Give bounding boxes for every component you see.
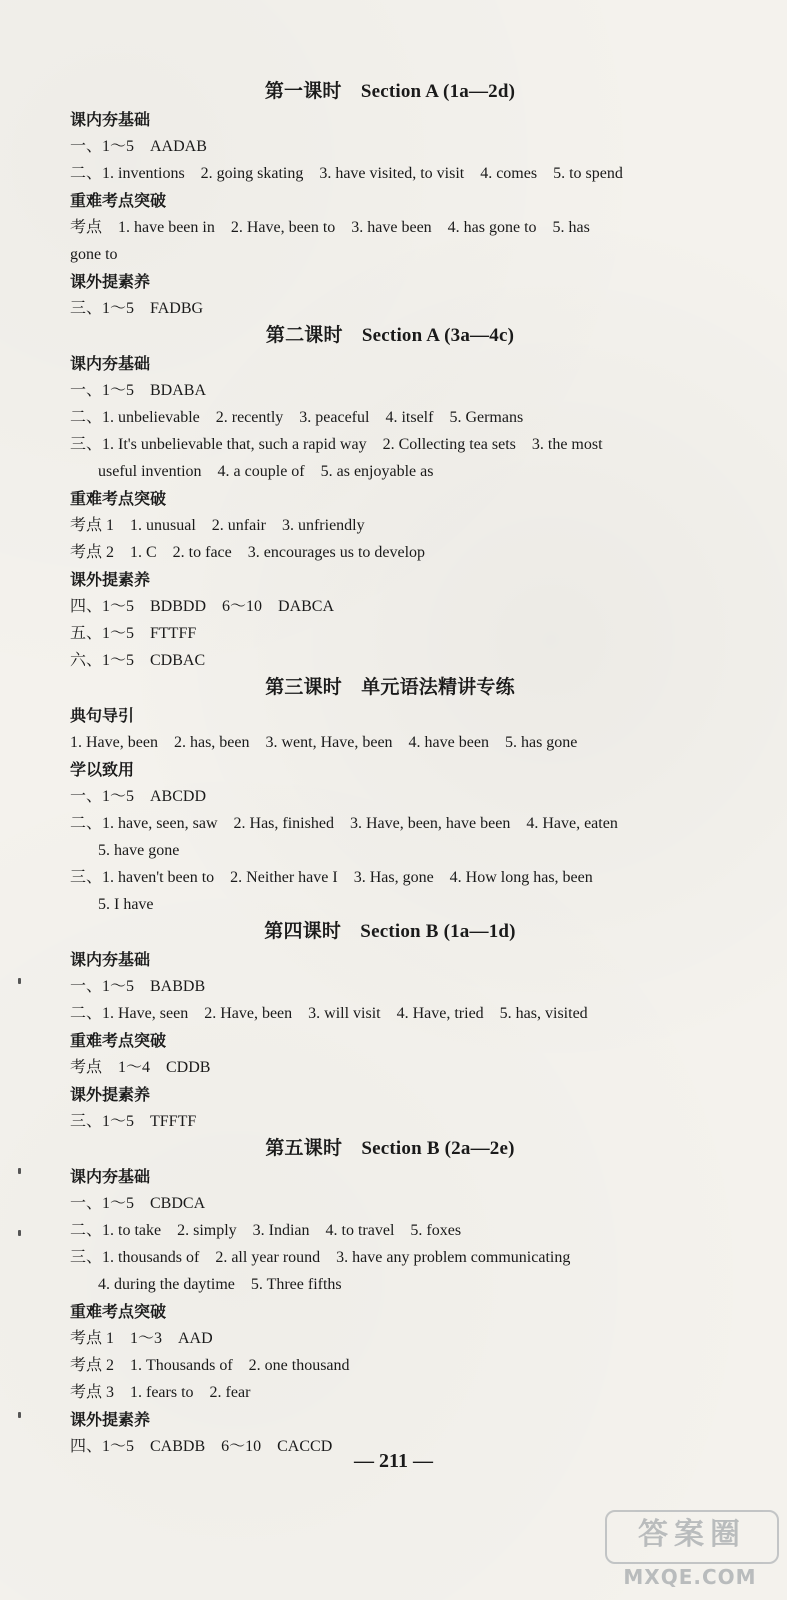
answer-line: gone to <box>70 246 118 263</box>
subsection-heading: 典句导引 <box>70 706 135 725</box>
subsection-heading: 课内夯基础 <box>70 110 151 129</box>
subsection-heading: 课内夯基础 <box>70 354 151 373</box>
subsection-heading: 重难考点突破 <box>70 191 167 210</box>
subsection-heading: 课外提素养 <box>70 1410 151 1429</box>
answer-content <box>70 78 710 1460</box>
section-title: 第二课时 Section A (3a—4c) <box>265 325 515 346</box>
answer-line: 三、1～5 TFFTF <box>70 1113 197 1130</box>
answer-line: 考点 2 1. Thousands of 2. one thousand <box>70 1357 350 1374</box>
answer-line: 1. Have, been 2. has, been 3. went, Have, been 4. have been 5. has gone <box>70 734 578 751</box>
subsection-heading: 重难考点突破 <box>70 1302 167 1321</box>
answer-line: 考点 1. have been in 2. Have, been to 3. have been 4. has gone to 5. has <box>70 219 590 236</box>
answer-line: 4. during the daytime 5. Three fifths <box>98 1276 342 1293</box>
margin-mark <box>18 1230 21 1236</box>
answer-line: 考点 1 1. unusual 2. unfair 3. unfriendly <box>70 517 365 534</box>
answer-line: 一、1～5 AADAB <box>70 138 207 155</box>
section-title: 第一课时 Section A (1a—2d) <box>264 81 516 102</box>
answer-line: 二、1. inventions 2. going skating 3. have visited, to visit 4. comes 5. to spend <box>70 165 623 182</box>
page-number: — 211 — <box>354 1450 433 1472</box>
subsection-heading: 课外提素养 <box>70 272 151 291</box>
answer-line: 二、1. unbelievable 2. recently 3. peaceful 4. itself 5. Germans <box>70 409 524 426</box>
answer-line: 五、1～5 FTTFF <box>70 625 197 642</box>
answer-line: useful invention 4. a couple of 5. as enjoyable as <box>98 463 434 480</box>
subsection-heading: 课外提素养 <box>70 570 151 589</box>
answer-line: 三、1. haven't been to 2. Neither have I 3. Has, gone 4. How long has, been <box>70 869 593 886</box>
answer-line: 三、1. It's unbelievable that, such a rapid way 2. Collecting tea sets 3. the most <box>70 436 603 453</box>
answer-line: 5. have gone <box>98 842 180 859</box>
section-title: 第四课时 Section B (1a—1d) <box>264 921 516 942</box>
answer-line: 5. I have <box>98 896 154 913</box>
subsection-heading: 课内夯基础 <box>70 1167 151 1186</box>
answer-line: 一、1～5 ABCDD <box>70 788 207 805</box>
answer-line: 一、1～5 BABDB <box>70 978 206 995</box>
answer-line: 三、1. thousands of 2. all year round 3. have any problem communicating <box>70 1249 571 1266</box>
answer-line: 二、1. to take 2. simply 3. Indian 4. to travel 5. foxes <box>70 1222 462 1239</box>
answer-line: 四、1～5 CABDB 6～10 CACCD <box>70 1438 333 1455</box>
subsection-heading: 学以致用 <box>70 760 135 779</box>
watermark-logo-text: 答案圈 <box>605 1510 779 1564</box>
answer-line: 一、1～5 CBDCA <box>70 1195 206 1212</box>
margin-mark <box>18 978 21 984</box>
subsection-heading: 课内夯基础 <box>70 950 151 969</box>
answer-line: 考点 1～4 CDDB <box>70 1059 211 1076</box>
answer-line: 三、1～5 FADBG <box>70 300 204 317</box>
watermark-logo <box>605 1510 775 1595</box>
subsection-heading: 重难考点突破 <box>70 489 167 508</box>
subsection-heading: 重难考点突破 <box>70 1031 167 1050</box>
answer-line: 二、1. have, seen, saw 2. Has, finished 3. Have, been, have been 4. Have, eaten <box>70 815 618 832</box>
answer-line: 六、1～5 CDBAC <box>70 652 206 669</box>
section-title: 第三课时 单元语法精讲专练 <box>265 677 515 698</box>
answer-line: 四、1～5 BDBDD 6～10 DABCA <box>70 598 335 615</box>
answer-line: 考点 3 1. fears to 2. fear <box>70 1384 251 1401</box>
answer-line: 考点 1 1～3 AAD <box>70 1330 213 1347</box>
margin-mark <box>18 1412 21 1418</box>
answer-line: 一、1～5 BDABA <box>70 382 207 399</box>
margin-mark <box>18 1168 21 1174</box>
section-title: 第五课时 Section B (2a—2e) <box>265 1138 515 1159</box>
answer-line: 考点 2 1. C 2. to face 3. encourages us to develop <box>70 544 426 561</box>
answer-line: 二、1. Have, seen 2. Have, been 3. will visit 4. Have, tried 5. has, visited <box>70 1005 588 1022</box>
watermark-url: MXQE.COM <box>623 1565 757 1589</box>
subsection-heading: 课外提素养 <box>70 1085 151 1104</box>
